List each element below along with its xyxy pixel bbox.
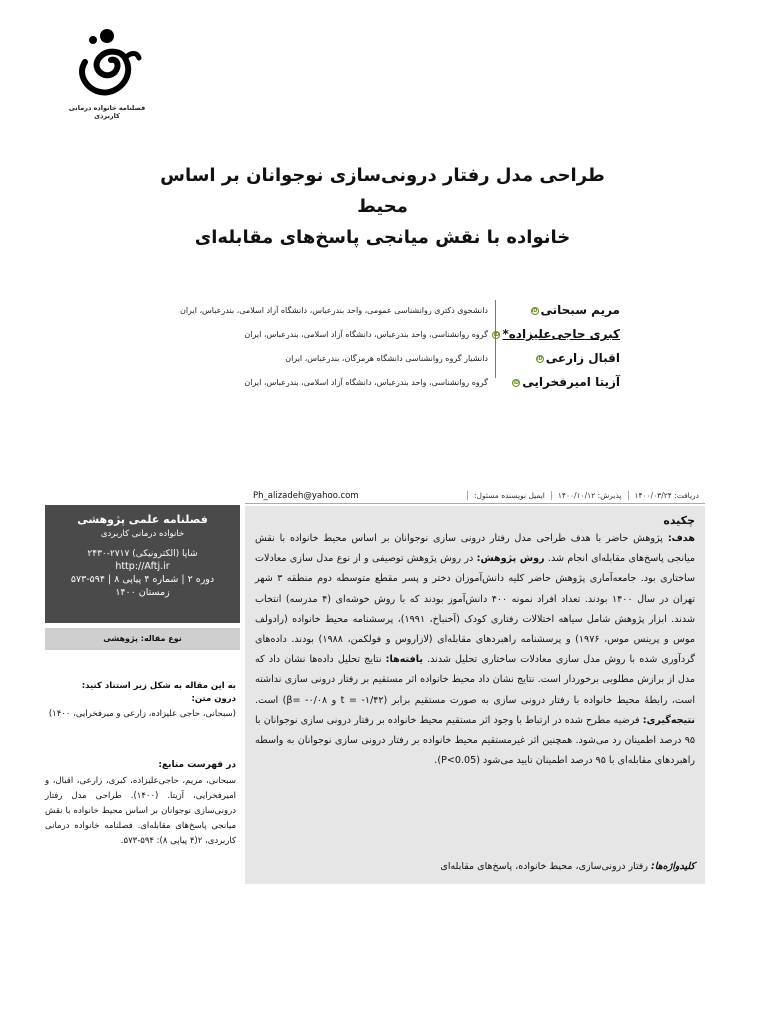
title-line-2: خانواده با نقش میانجی پاسخ‌های مقابله‌ای — [194, 227, 571, 248]
journal-volume: دوره ۲ | شماره ۴ پیاپی ۸ | ۵۹۴-۵۷۳ — [70, 574, 215, 585]
goal-text: پژوهش حاضر با هدف طراحی مدل رفتار درونی سازی نوجوانان بر اساس محیط خانواده با نقش میانجی پاسخ‌های مقابله‌ای انجام شد. — [255, 533, 695, 565]
received-date: دریافت: ۱۴۰۰/۰۳/۲۴ — [628, 491, 705, 500]
method-label: روش پژوهش: — [476, 553, 545, 565]
cite-heading: به این مقاله به شکل زیر استناد کنید: — [81, 681, 236, 691]
orcid-icon[interactable]: iD — [531, 307, 538, 314]
keywords-label: کلیدواژه‌ها: — [650, 861, 695, 872]
accepted-date: پذیرش: ۱۴۰۰/۱۰/۱۲ — [551, 491, 628, 500]
keywords — [255, 861, 695, 872]
method-text: در روش پژوهش توصیفی و از نوع مدل سازی معادلات ساختاری بود. جامعه‌آماری پژوهش حاضر کلیه دانش‌آموزان دختر و پسر مقطع متوسطه دوم منطقه ۳ شهر تهران در سال ۱۴۰۰ بودند. تعداد افراد نمونه ۴۰۰ دانش‌آموز بودند که با روش خوشه‌ای (۴ مدرسه) انتخاب شدند. ابزار پژوهش شامل سیاهه اختلالات رفتاری کودک (آخنباخ، ۱۹۹۱)، پرسشنامه محیط خانواده (رادولف موس و پرینس موس، ۱۹۷۶) و پرسشنامه راهبردهای مقابله‌ای (لازاروس و فولکمن، ۱۹۸۸) بودند. داده‌های گردآوری شده با روش مدل سازی معادلات ساختاری تحلیل شدند. — [255, 553, 695, 666]
author-name[interactable]: آزیتا امیرفخراییiD — [513, 375, 620, 389]
orcid-icon[interactable]: iD — [513, 379, 520, 386]
journal-logo — [62, 22, 152, 122]
corresponding-email-link[interactable]: Ph_alizadeh@yahoo.com — [253, 490, 359, 501]
article-dates-row — [245, 488, 705, 504]
orcid-icon[interactable]: iD — [493, 331, 500, 338]
author-row — [100, 370, 620, 394]
conclusion-label: نتیجه‌گیری: — [642, 714, 695, 726]
author-row — [100, 346, 620, 370]
reference-heading: در فهرست منابع: — [158, 760, 236, 770]
abstract-box — [245, 506, 705, 884]
article-type-badge: نوع مقاله: پژوهشی — [45, 628, 240, 650]
findings-label: یافته‌ها: — [385, 654, 423, 666]
journal-season: زمستان ۱۴۰۰ — [115, 587, 170, 598]
email-label: ایمیل نویسنده مسئول: — [467, 491, 551, 500]
author-affiliation: دانشیار گروه روانشناسی دانشگاه هرمزگان، بندرعباس، ایران — [285, 353, 488, 363]
logo-caption: فصلنامه خانواده درمانی کاربردی — [68, 104, 146, 120]
conclusion-text: فرضیه مطرح شده در ارتباط با وجود اثر مستقیم محیط خانواده بر رفتار درونی سازی نوجوانان با ۹۵ درصد اطمینان رد می‌شود. همچنین اثر غیرمستقیم محیط خانواده بر رفتار درونی سازی نوجوانان به واسطه راهبردهای مقابله‌ای با ۹۵ درصد اطمینان تایید می‌شود (P<0.05). — [255, 714, 695, 767]
cite-in-text-label: درون متن: — [191, 694, 236, 704]
author-name[interactable]: مریم سبحانیiD — [531, 303, 620, 317]
abstract-heading: چکیده — [663, 514, 695, 527]
reference-text: سبحانی، مریم، حاجی‌علیزاده، کبری، زارعی، اقبال، و امیرفخرایی، آزیتا. (۱۴۰۰). طراحی مدل رفتار درونی‌سازی نوجوانان بر اساس محیط خانواده با نقش میانجی پاسخ‌های مقابله‌ای. فصلنامه خانواده درمانی کاربردی، ۲(۴ پیاپی ۸): ۵۹۴-۵۷۳. — [45, 776, 237, 846]
goal-label: هدف: — [667, 533, 695, 544]
author-name[interactable]: اقبال زارعیiD — [536, 351, 620, 365]
journal-info-box — [45, 505, 240, 623]
journal-subtitle: خانواده درمانی کاربردی — [100, 529, 185, 539]
orcid-icon[interactable]: iD — [536, 355, 543, 362]
keywords-text: رفتار درونی‌سازی، محیط خانواده، پاسخ‌های مقابله‌ای — [440, 861, 648, 872]
author-affiliation: دانشجوی دکتری روانشناسی عمومی، واحد بندرعباس، دانشگاه آزاد اسلامی، بندرعباس، ایران — [179, 305, 488, 315]
author-affiliation: گروه روانشناسی، واحد بندرعباس، دانشگاه آزاد اسلامی، بندرعباس، ایران — [244, 329, 488, 339]
paper-title — [140, 160, 625, 253]
author-affiliation: گروه روانشناسی، واحد بندرعباس، دانشگاه آزاد اسلامی، بندرعباس، ایران — [244, 377, 488, 387]
author-row — [100, 298, 620, 322]
journal-name: فصلنامه علمی پژوهشی — [77, 513, 208, 526]
cite-in-text: (سبحانی، حاجی علیزاده، زارعی و میرفخرایی، ۱۴۰۰) — [48, 709, 236, 719]
journal-url-link[interactable]: http://Aftj.ir — [115, 561, 170, 572]
author-row — [100, 322, 620, 346]
family-logo-icon — [67, 22, 147, 102]
title-line-1: طراحی مدل رفتار درونی‌سازی نوجوانان بر اساس محیط — [160, 165, 605, 217]
authors-block — [100, 298, 620, 394]
findings-text: نتایج تحلیل داده‌ها نشان داد که مدل از برازش مطلوبی برخوردار است. نتایج نشان داد محیط خانواده اثر مستقیم بر رفتار درونی سازی نداشته است، رابطهٔ محیط خانواده با رفتار درونی سازی به صورت مستقیم برابر (۱/۴۲- = t و ۰/۰۸- =β) است. — [255, 654, 695, 706]
author-name[interactable]: کبری حاجی‌علیزاده*iD — [493, 327, 620, 341]
sidebar — [45, 505, 240, 849]
journal-issn: شاپا (الکترونیکی) ۲۷۱۷-۲۴۳۰ — [87, 549, 198, 559]
abstract-body — [255, 529, 695, 771]
